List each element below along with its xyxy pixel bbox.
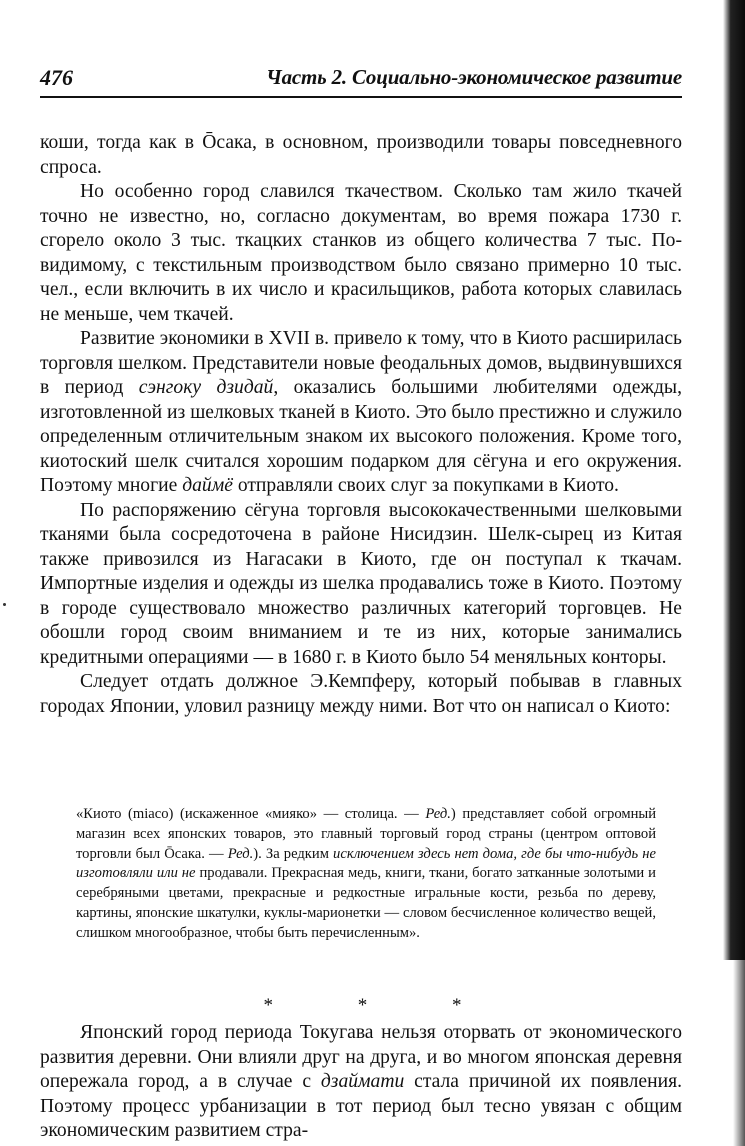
quote-editor-note-2: Ред.	[227, 845, 254, 862]
running-header	[40, 62, 682, 98]
paragraph-silk-trade-part-e: отправляли своих слуг за покупками в Киото.	[232, 475, 619, 496]
term-daimyo: даймё	[182, 475, 233, 496]
page-spine-shadow	[723, 0, 745, 960]
paragraph-village-part-a: Японский город периода Токугава нельзя оторвать от экономического развития деревни. Они влияли друг на друга, и во многом японская деревня опережала город, а в случае с	[40, 1022, 682, 1092]
running-title: Часть 2. Социально-экономическое развитие	[266, 65, 682, 89]
paragraph-silk-trade	[40, 327, 682, 499]
quote-part-c: ) представляет собой огромный магазин всех японских товаров, это главный торговый город страны (центром оптовой торговли был Ōсака. —	[76, 806, 656, 862]
paragraph-village	[40, 1021, 682, 1144]
paragraph-kaempfer: Следует отдать должное Э.Кемпферу, который побывав в главных городах Японии, уловил разницу между ними. Вот что он написал о Киото:	[40, 671, 682, 717]
term-zaimachi: дзаймати	[320, 1071, 405, 1092]
paragraph-continuation: коши, тогда как в Ōсака, в основном, производили товары повседневного спроса.	[40, 132, 682, 178]
section-separator: * * *	[263, 995, 502, 1016]
quote-part-a: «Киото (miaco) (искаженное «мияко» — столица. —	[76, 806, 426, 822]
page-spine-shadow-lower	[733, 960, 745, 1146]
body-text	[40, 131, 682, 719]
kaempfer-quote	[76, 805, 656, 944]
paragraph-silk-trade-part-c: , оказались большими любителями одежды, изготовленной из шелковых тканей в Киото. Это было престижно и служило определенным отличительным знаком их высокого положения. Кроме того, киотоский шелк считался хорошим подарком для сёгуна и его окружения. Поэтому многие	[40, 377, 682, 496]
paragraph-village-part-c: стала причиной их появления. Поэтому процесс урбанизации в тот период был тесно увязан с общим экономическим развитием стра-	[40, 1071, 682, 1141]
quote-editor-note-1: Ред.	[425, 806, 451, 822]
paragraph-silk-trade-part-a: Развитие экономики в XVII в. привело к тому, что в Киото расширилась торговля шелком. Представители новые феодальных домов, выдвинувшихся в период	[40, 328, 682, 398]
quote-part-e: ). За редким	[253, 845, 334, 862]
margin-speck	[3, 603, 6, 606]
quote-italic-phrase: исключением здесь нет дома, где бы что-нибудь не изготовляли или не	[76, 845, 656, 882]
quote-part-g: продавали. Прекрасная медь, книги, ткани, богато затканные золотыми и серебряными цветами, прекрасные и редкостные игральные кости, резьба по дереву, картины, японские шкатулки, куклы-марионетки — словом бесчисленное количество вещей, слишком многообразное, чтобы быть перечисленным».	[76, 865, 656, 941]
page-number: 476	[40, 65, 73, 90]
paragraph-nishijin: По распоряжению сёгуна торговля высококачественными шелковыми тканями была сосредоточена в районе Нисидзин. Шелк-сырец из Китая также привозился из Нагасаки в Киото, где он поступал к ткачам. Импортные изделия и одежды из шелка продавались тоже в Киото. Поэтому в городе существовало множество различных категорий торговцев. Не обошли город своим вниманием и те из них, которые занимались кредитными операциями — в 1680 г. в Киото было 54 меняльных конторы.	[40, 499, 682, 668]
term-sengoku-jidai: сэнгоку дзидай	[138, 377, 274, 398]
paragraph-weaving: Но особенно город славился ткачеством. Сколько там жило ткачей точно не известно, но, согласно документам, во время пожара 1730 г. сгорело около 3 тыс. ткацких станков из общего количества 7 тыс. По-видимому, с текстильным производством было связано примерно 10 тыс. чел., если включить в их число и красильщиков, работа которых славилась не меньше, чем ткачей.	[40, 181, 682, 325]
closing-text	[40, 1021, 682, 1144]
